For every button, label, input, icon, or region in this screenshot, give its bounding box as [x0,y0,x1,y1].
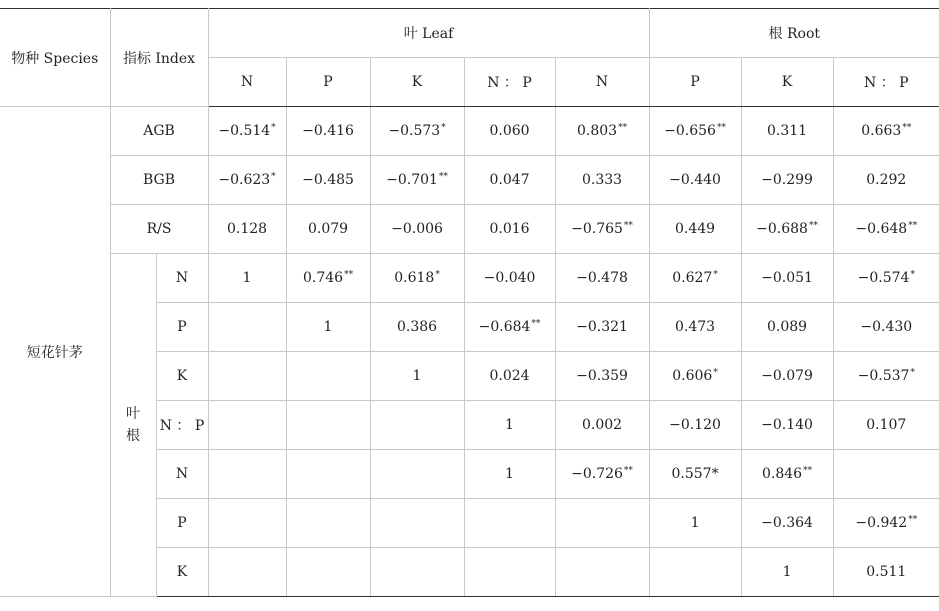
significance-marker: ** [531,319,541,329]
significance-marker: * [271,172,276,182]
subcol-header: N ： P [464,58,555,107]
value-cell [464,499,555,548]
value-cell [555,352,649,401]
value-cell [464,303,555,352]
value-cell [286,254,370,303]
value-cell [649,548,741,597]
row-label: N [156,254,208,303]
value-cell [833,303,939,352]
row-label: N ： P [156,401,208,450]
cell-value: −0.364 [761,515,813,531]
cell-value: 0.047 [489,172,530,188]
cell-value: −0.040 [483,270,536,286]
value-cell [649,156,741,205]
value-cell [555,450,649,499]
cell-value: 0.449 [674,221,716,237]
cell-value: 0.016 [489,221,530,237]
subcol-header: N [555,58,649,107]
subcol-header: N [208,58,286,107]
cell-value: 1 [782,564,792,580]
value-cell [286,205,370,254]
row-label: BGB [110,156,208,205]
value-cell [286,499,370,548]
cell-value: 0.746 [302,270,344,286]
value-cell [464,254,555,303]
significance-marker: ** [808,221,818,231]
correlation-table [0,8,939,597]
organ-label-root: 根 [126,428,140,444]
value-cell [286,548,370,597]
header-row-1 [0,9,939,58]
value-cell [555,205,649,254]
value-cell [833,205,939,254]
cell-value: −0.120 [669,417,721,433]
table-row [0,107,939,156]
table-row [0,205,939,254]
cell-value: 1 [412,368,422,384]
cell-value: 0.107 [866,417,907,433]
row-label: K [156,548,208,597]
cell-value: 1 [505,466,514,482]
value-cell [555,254,649,303]
organ-group-label [110,254,156,597]
cell-value: 0.292 [866,172,907,188]
value-cell [370,401,464,450]
row-label: K [156,352,208,401]
cell-value: 0.002 [581,417,623,433]
cell-value: −0.051 [761,270,813,286]
cell-value: 1 [323,319,333,335]
significance-marker: * [713,368,718,378]
table-body [0,9,939,597]
value-cell [464,205,555,254]
cell-value: −0.726 [571,466,623,482]
value-cell [208,548,286,597]
cell-value: −0.684 [478,319,531,335]
significance-marker: * [910,368,915,378]
cell-value: −0.623 [218,172,271,188]
value-cell [741,254,833,303]
value-cell [370,548,464,597]
cell-value: 0.333 [581,172,623,188]
cell-value: −0.765 [571,221,623,237]
significance-marker: ** [908,515,918,525]
cell-value: −0.416 [302,123,354,139]
value-cell [370,254,464,303]
value-cell [741,548,833,597]
value-cell [649,499,741,548]
cell-value: 0.606 [672,368,713,384]
value-cell [649,107,741,156]
value-cell [370,450,464,499]
value-cell [555,401,649,450]
cell-value: 1 [505,417,514,433]
value-cell [741,205,833,254]
row-label: N [156,450,208,499]
table-row [0,156,939,205]
cell-value: 0.627 [672,270,713,286]
significance-marker: * [435,270,440,280]
cell-value: 1 [242,270,252,286]
cell-value: −0.656 [664,123,716,139]
value-cell [286,107,370,156]
cell-value: −0.485 [302,172,354,188]
cell-value: −0.701 [386,172,438,188]
value-cell [741,107,833,156]
value-cell [741,303,833,352]
value-cell [208,107,286,156]
significance-marker: ** [803,466,813,476]
significance-marker: ** [716,123,726,133]
value-cell [555,107,649,156]
cell-value: 0.846 [761,466,803,482]
value-cell [649,401,741,450]
value-cell [833,499,939,548]
row-label: P [156,303,208,352]
value-cell [833,107,939,156]
leaf-group-header: 叶 Leaf [208,9,649,58]
cell-value: 0.311 [766,123,808,139]
subcol-header: P [649,58,741,107]
value-cell [555,499,649,548]
value-cell [464,156,555,205]
cell-value: −0.537 [857,368,910,384]
value-cell [464,401,555,450]
cell-value: 0.089 [766,319,808,335]
value-cell [464,352,555,401]
value-cell [464,450,555,499]
cell-value: −0.079 [761,368,813,384]
cell-value: 0.024 [489,368,530,384]
cell-value: 0.386 [396,319,438,335]
significance-marker: ** [623,466,633,476]
organ-label-leaf: 叶 [126,406,140,422]
value-cell [833,548,939,597]
value-cell [555,548,649,597]
cell-value: 0.557* [671,466,719,482]
cell-value: −0.430 [860,319,913,335]
cell-value: 0.618 [394,270,435,286]
value-cell [286,450,370,499]
significance-marker: ** [344,270,354,280]
value-cell [208,156,286,205]
row-label: R/S [110,205,208,254]
cell-value: −0.359 [576,368,628,384]
table-row [0,254,939,303]
cell-value: −0.006 [391,221,443,237]
value-cell [741,156,833,205]
cell-value: −0.440 [669,172,721,188]
significance-marker: * [713,270,718,280]
species-header: 物种 Species [0,9,110,107]
significance-marker: ** [438,172,448,182]
subcol-header: P [286,58,370,107]
value-cell [649,205,741,254]
significance-marker: ** [902,123,912,133]
cell-value: 0.079 [307,221,349,237]
cell-value: 0.803 [576,123,618,139]
cell-value: −0.648 [855,221,908,237]
row-label: AGB [110,107,208,156]
value-cell [833,450,939,499]
value-cell [370,499,464,548]
value-cell [286,401,370,450]
significance-marker: * [271,123,276,133]
cell-value: −0.514 [218,123,271,139]
cell-value: −0.688 [756,221,808,237]
value-cell [833,254,939,303]
value-cell [286,156,370,205]
cell-value: 0.473 [674,319,716,335]
subcol-header: K [741,58,833,107]
value-cell [208,352,286,401]
value-cell [741,499,833,548]
value-cell [649,450,741,499]
cell-value: 0.511 [866,564,907,580]
cell-value: −0.140 [761,417,813,433]
value-cell [464,548,555,597]
cell-value: 1 [690,515,700,531]
cell-value: −0.942 [855,515,908,531]
value-cell [649,254,741,303]
value-cell [741,450,833,499]
cell-value: −0.299 [761,172,813,188]
value-cell [741,401,833,450]
value-cell [286,303,370,352]
value-cell [370,303,464,352]
value-cell [555,156,649,205]
cell-value: 0.128 [226,221,268,237]
value-cell [208,401,286,450]
cell-value: −0.478 [576,270,628,286]
cell-value: −0.321 [576,319,628,335]
value-cell [741,352,833,401]
cell-value: 0.060 [489,123,530,139]
cell-value: −0.574 [857,270,910,286]
value-cell [833,156,939,205]
row-label: P [156,499,208,548]
value-cell [208,450,286,499]
value-cell [208,499,286,548]
subcol-header: N ： P [833,58,939,107]
value-cell [649,303,741,352]
value-cell [649,352,741,401]
subcol-header: K [370,58,464,107]
significance-marker: ** [618,123,628,133]
value-cell [555,303,649,352]
significance-marker: ** [623,221,633,231]
value-cell [370,107,464,156]
significance-marker: ** [908,221,918,231]
root-group-header: 根 Root [649,9,939,58]
value-cell [208,303,286,352]
index-header: 指标 Index [110,9,208,107]
cell-value: −0.573 [388,123,441,139]
value-cell [208,205,286,254]
value-cell [833,352,939,401]
significance-marker: * [910,270,915,280]
value-cell [208,254,286,303]
value-cell [370,156,464,205]
value-cell [833,401,939,450]
value-cell [370,205,464,254]
significance-marker: * [441,123,446,133]
cell-value: 0.663 [861,123,902,139]
value-cell [464,107,555,156]
value-cell [286,352,370,401]
species-cell: 短花针茅 [0,107,110,597]
value-cell [370,352,464,401]
